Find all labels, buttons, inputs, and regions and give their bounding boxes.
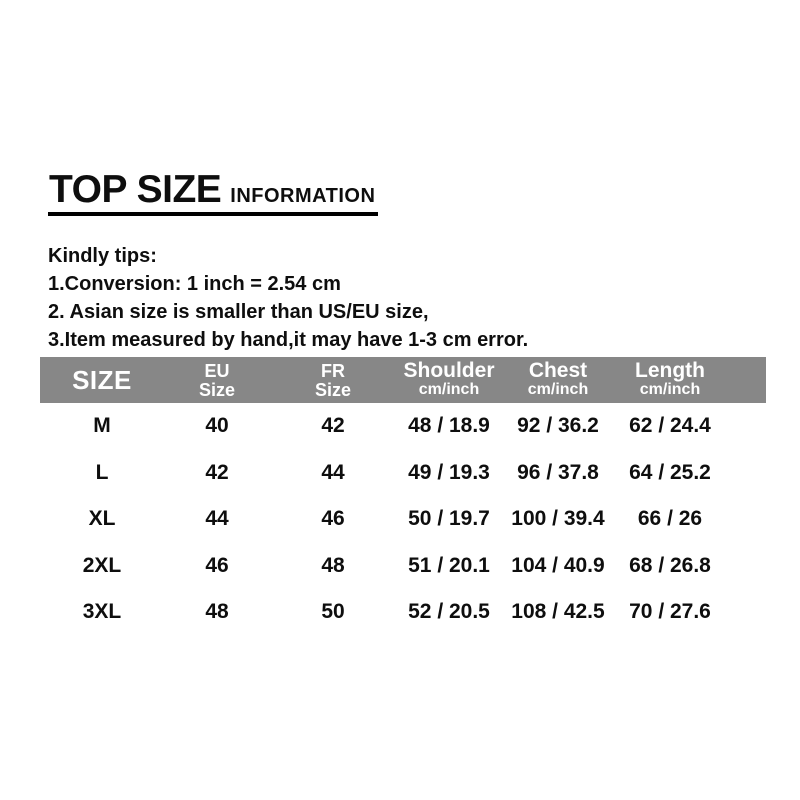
cell-length: 70 / 27.6	[629, 600, 711, 624]
table-row-l	[40, 450, 766, 497]
col-header-chest: Chest cm/inch	[527, 359, 589, 398]
cell-fr: 46	[321, 507, 345, 531]
cell-shoulder: 50 / 19.7	[408, 507, 490, 531]
col-header-size: SIZE	[72, 364, 132, 395]
cell-eu: 44	[205, 507, 229, 531]
cell-length: 68 / 26.8	[629, 553, 711, 577]
title-main-text: TOP SIZE	[49, 168, 222, 211]
cell-size: L	[95, 460, 109, 484]
cell-fr: 44	[321, 460, 345, 484]
cell-chest: 96 / 37.8	[517, 460, 599, 484]
cell-shoulder: 48 / 18.9	[408, 414, 490, 438]
cell-eu: 42	[205, 460, 229, 484]
cell-size: 2XL	[82, 553, 122, 577]
cell-fr: 42	[321, 414, 345, 438]
table-row-xl	[40, 496, 766, 543]
table-row-3xl	[40, 589, 766, 636]
cell-size: 3XL	[82, 600, 122, 624]
kindly-tips	[48, 242, 528, 354]
size-table	[40, 357, 766, 636]
cell-fr: 48	[321, 553, 345, 577]
cell-chest: 104 / 40.9	[511, 553, 605, 577]
cell-chest: 108 / 42.5	[511, 600, 605, 624]
cell-size: M	[93, 414, 111, 438]
cell-length: 62 / 24.4	[629, 414, 711, 438]
cell-eu: 46	[205, 553, 229, 577]
cell-fr: 50	[321, 600, 345, 624]
cell-eu: 40	[205, 414, 229, 438]
table-row-2xl	[40, 543, 766, 590]
cell-shoulder: 52 / 20.5	[408, 600, 490, 624]
cell-shoulder: 51 / 20.1	[408, 553, 490, 577]
col-header-eu: EU Size	[198, 361, 236, 400]
cell-chest: 92 / 36.2	[517, 414, 599, 438]
tips-heading: Kindly tips:	[48, 245, 157, 267]
cell-length: 66 / 26	[637, 507, 703, 531]
size-table-header	[40, 357, 766, 403]
col-header-fr: FR Size	[314, 361, 352, 400]
cell-eu: 48	[205, 600, 229, 624]
tip-line-2: 2. Asian size is smaller than US/EU size,	[48, 301, 429, 323]
title-sub-text: INFORMATION	[230, 185, 376, 207]
col-header-length: Length cm/inch	[635, 359, 705, 398]
cell-size: XL	[88, 507, 116, 531]
tip-line-3: 3.Item measured by hand,it may have 1-3 cm error.	[48, 329, 529, 351]
table-row-m	[40, 403, 766, 450]
cell-shoulder: 49 / 19.3	[408, 460, 490, 484]
cell-chest: 100 / 39.4	[511, 507, 605, 531]
cell-length: 64 / 25.2	[629, 460, 711, 484]
col-header-shoulder: Shoulder cm/inch	[403, 359, 495, 398]
page-title	[48, 170, 378, 216]
tip-line-1: 1.Conversion: 1 inch = 2.54 cm	[48, 273, 341, 295]
